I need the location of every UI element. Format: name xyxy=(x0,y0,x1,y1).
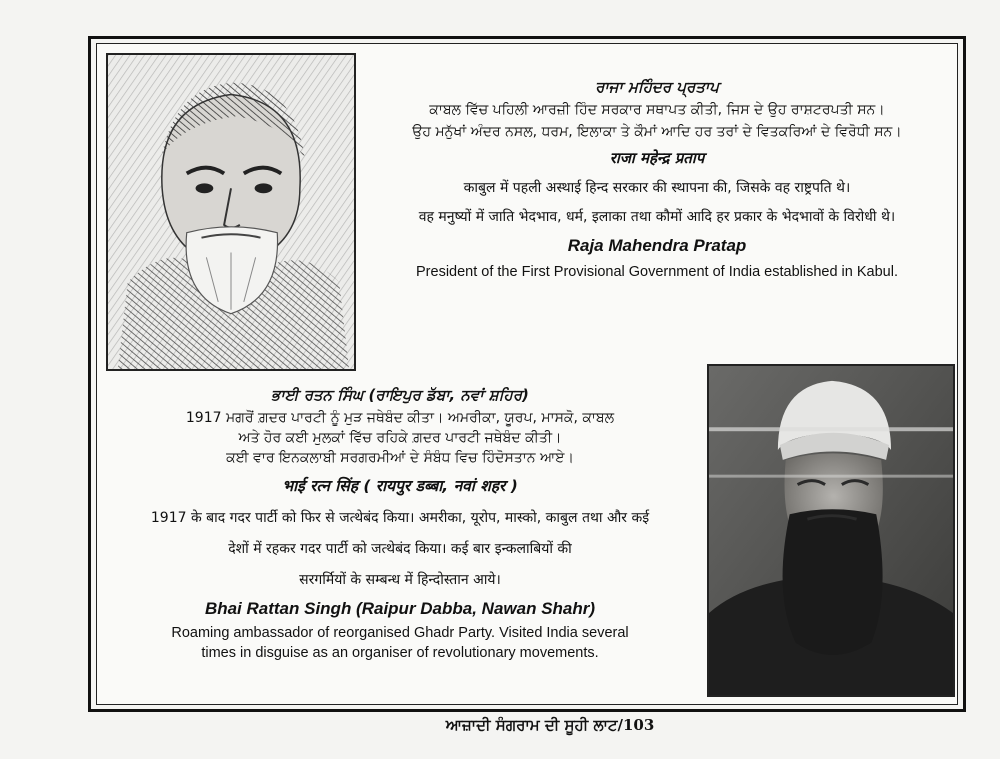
bhai-rattan-singh-portrait xyxy=(707,364,955,697)
punjabi-title: ਭਾਈ ਰਤਨ ਸਿੰਘ (ਰਾਇਪੁਰ ਡੱਬਾ, ਨਵਾਂ ਸ਼ਹਿਰ) xyxy=(271,386,529,404)
page-footer: ਆਜ਼ਾਦੀ ਸੰਗਰਾਮ ਦੀ ਸੂਹੀ ਲਾਟ/103 xyxy=(445,716,655,734)
punjabi-line: 1917 ਮਗਰੋਂ ਗ਼ਦਰ ਪਾਰਟੀ ਨੂੰ ਮੁੜ ਜਥੇਬੰਦ ਕੀਤਾ। ਅਮਰੀਕਾ, ਯੂਰਪ, ਮਾਸਕੋ, ਕਾਬਲ xyxy=(185,410,615,426)
hindi-line: वह मनुष्यों में जाति भेदभाव, धर्म, इलाका तथा कौमों आदि हर प्रकार के भेदभावों के विरोधी थे। xyxy=(418,209,896,225)
english-description: President of the First Provisional Government of India established in Kabul. xyxy=(416,264,898,280)
hindi-line: काबुल में पहली अस्थाई हिन्द सरकार की स्थापना की, जिसके वह राष्ट्रपति थे। xyxy=(463,180,851,196)
photo-portrait-icon xyxy=(709,366,953,695)
hindi-title: भाई रत्न सिंह ( रायपुर डब्बा, नवां शहर ) xyxy=(282,477,518,495)
hindi-line: देशों में रहकर गदर पार्टी को जत्थेबंद किया। कई बार इन्कलाबियों की xyxy=(228,541,572,557)
english-description-line: times in disguise as an organiser of revolutionary movements. xyxy=(201,645,599,661)
bhai-rattan-singh-caption xyxy=(100,386,700,661)
english-description-line: Roaming ambassador of reorganised Ghadr Party. Visited India several xyxy=(171,625,629,641)
sketch-portrait-icon xyxy=(108,55,354,369)
hindi-line: सरगर्मियों के सम्बन्ध में हिन्दोस्तान आये। xyxy=(299,572,501,588)
punjabi-line: ਅਤੇ ਹੋਰ ਕਈ ਮੁਲਕਾਂ ਵਿੱਚ ਰਹਿਕੇ ਗ਼ਦਰ ਪਾਰਟੀ ਜਥੇਬੰਦ ਕੀਤੀ। xyxy=(238,430,562,446)
hindi-line: 1917 के बाद गदर पार्टी को फिर से जत्थेबंद किया। अमरीका, यूरोप, मास्को, काबुल तथा और कई xyxy=(150,510,650,526)
punjabi-line: ਕਾਬਲ ਵਿੱਚ ਪਹਿਲੀ ਆਰਜ਼ੀ ਹਿੰਦ ਸਰਕਾਰ ਸਥਾਪਤ ਕੀਤੀ, ਜਿਸ ਦੇ ਉਹ ਰਾਸ਼ਟਰਪਤੀ ਸਨ। xyxy=(429,102,885,118)
punjabi-line: ਕਈ ਵਾਰ ਇਨਕਲਾਬੀ ਸਰਗਰਮੀਆਂ ਦੇ ਸੰਬੰਧ ਵਿਚ ਹਿੰਦੋਸਤਾਨ ਆਏ। xyxy=(226,450,574,466)
punjabi-line: ਉਹ ਮਨੁੱਖਾਂ ਅੰਦਰ ਨਸਲ, ਧਰਮ, ਇਲਾਕਾ ਤੇ ਕੌਮਾਂ ਆਦਿ ਹਰ ਤਰਾਂ ਦੇ ਵਿਤਕਰਿਆਂ ਦੇ ਵਿਰੋਧੀ ਸਨ। xyxy=(412,124,902,140)
raja-mahendra-pratap-caption xyxy=(362,78,952,280)
hindi-title: राजा महेन्द्र प्रताप xyxy=(609,149,705,167)
english-title: Bhai Rattan Singh (Raipur Dabba, Nawan Shahr) xyxy=(204,599,596,618)
raja-mahendra-pratap-portrait xyxy=(106,53,356,371)
english-title: Raja Mahendra Pratap xyxy=(567,236,747,255)
punjabi-title: ਰਾਜਾ ਮਹਿੰਦਰ ਪ੍ਰਤਾਪ xyxy=(595,78,719,96)
